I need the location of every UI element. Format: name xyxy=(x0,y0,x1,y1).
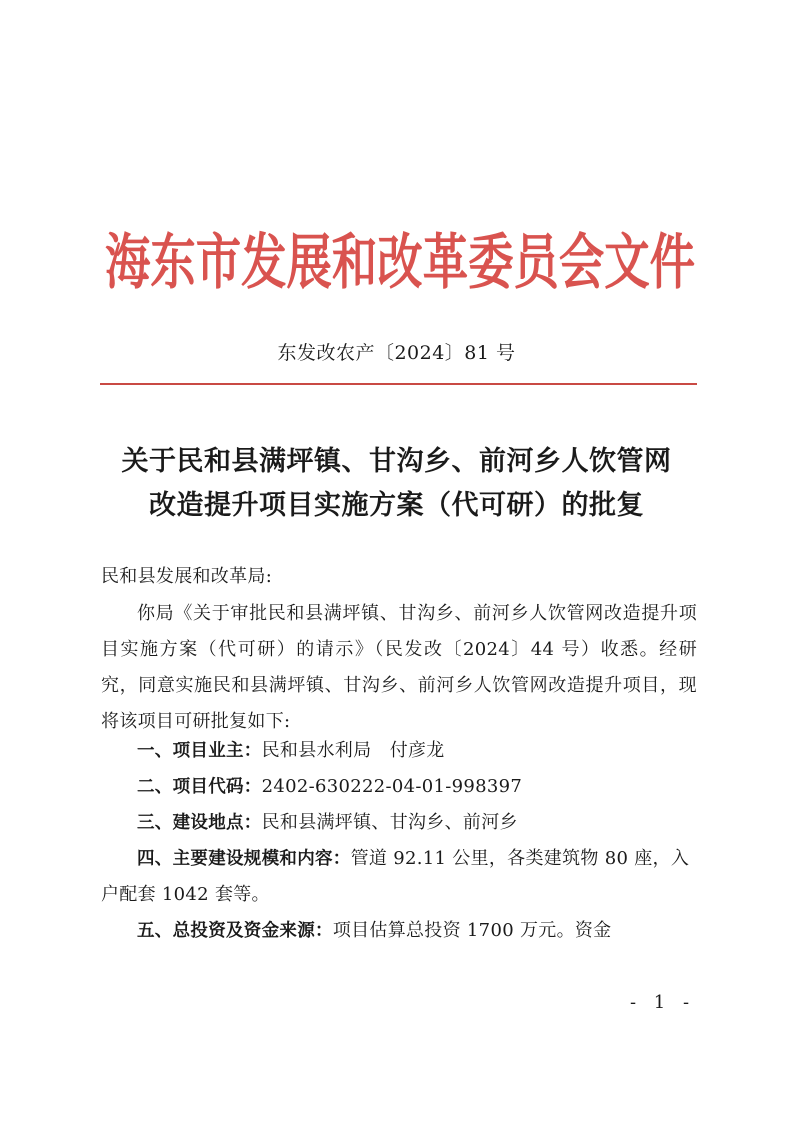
list-item xyxy=(101,913,697,949)
title-line-1: 关于民和县满坪镇、甘沟乡、前河乡人饮管网 xyxy=(121,446,672,477)
page-number: - 1 - xyxy=(630,992,696,1013)
item-value: 民和县满坪镇、甘沟乡、前河乡 xyxy=(261,812,518,833)
item-label: 五、总投资及资金来源： xyxy=(137,921,333,941)
list-item xyxy=(101,733,697,769)
item-label: 二、项目代码： xyxy=(137,777,262,797)
item-label: 三、建设地点： xyxy=(137,813,262,833)
item-value: 民和县水利局 付彦龙 xyxy=(261,740,445,761)
document-header-title xyxy=(100,205,700,300)
recipient: 民和县发展和改革局: xyxy=(101,566,273,587)
document-number: 东发改农产〔2024〕81 号 xyxy=(277,342,516,364)
item-value: 管道 92.11 公里，各类建筑物 80 座，入户配套 1042 套等。 xyxy=(101,848,690,905)
list-item xyxy=(101,805,697,841)
document-title xyxy=(80,440,713,528)
header-title-svg xyxy=(100,205,700,300)
list-item xyxy=(101,769,697,805)
bleed-through-text xyxy=(255,160,495,181)
item-value: 项目估算总投资 1700 万元。资金 xyxy=(332,920,612,941)
org-title-text: 海东市发展和改革委员会文件 xyxy=(105,228,695,298)
approval-items xyxy=(101,733,697,949)
title-line-2: 改造提升项目实施方案（代可研）的批复 xyxy=(149,490,644,521)
header-divider-rule xyxy=(100,383,697,385)
list-item xyxy=(101,841,697,913)
item-label: 一、项目业主： xyxy=(137,741,262,761)
item-value: 2402-630222-04-01-998397 xyxy=(261,776,523,797)
item-label: 四、主要建设规模和内容： xyxy=(137,849,351,869)
intro-paragraph xyxy=(101,596,697,740)
intro-text: 你局《关于审批民和县满坪镇、甘沟乡、前河乡人饮管网改造提升项目实施方案（代可研）的请示》（民发改〔2024〕44 号）收悉。经研究，同意实施民和县满坪镇、甘沟乡、前河乡人饮管网改造提升项目，现将该项目可研批复如下: xyxy=(101,603,697,732)
